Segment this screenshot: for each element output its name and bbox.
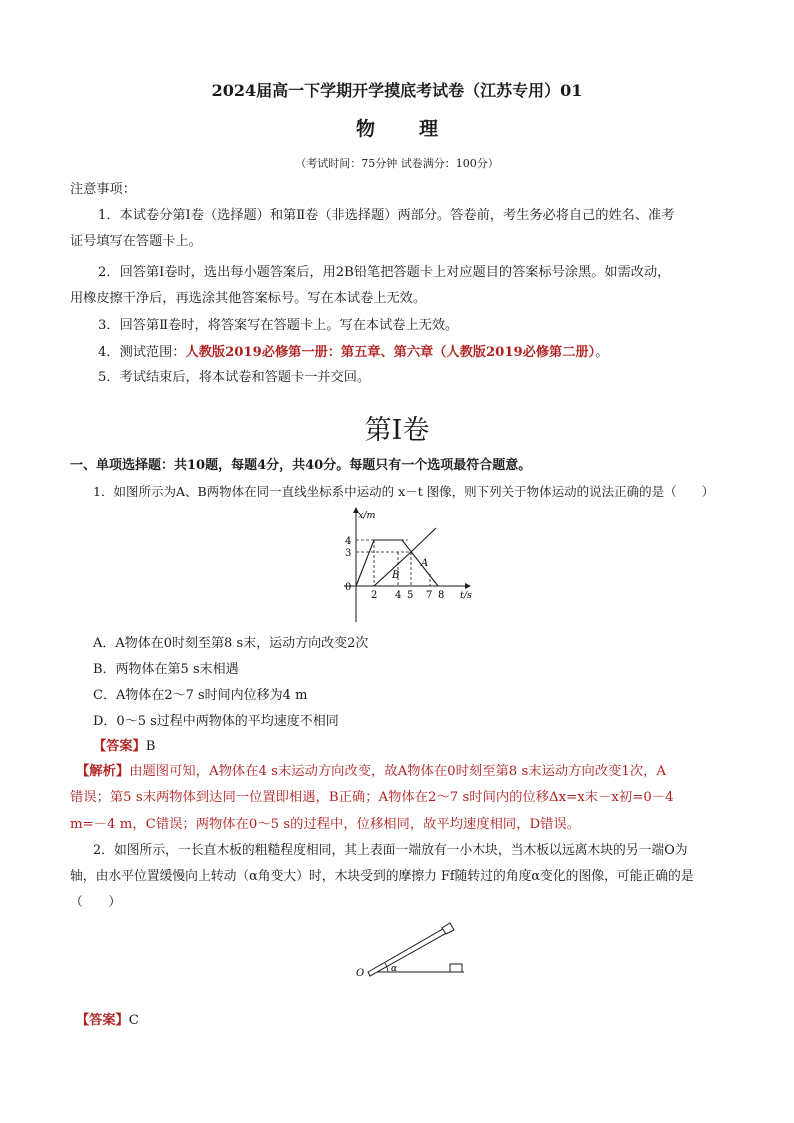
note-3: 3．回答第Ⅱ卷时，将答案写在答题卡上。写在本试卷上无效。	[98, 318, 459, 333]
q1-analysis-line-1	[76, 762, 666, 782]
q2-stem-line-1: 2．如图所示，一长直木板的粗糙程度相同，其上表面一端放有一小木块，当木板以远离木块的另一端O为	[93, 843, 688, 858]
q1-answer-value: B	[145, 739, 156, 754]
note-4-suffix: 。	[595, 345, 609, 360]
board	[368, 926, 450, 976]
notes-heading: 注意事项：	[70, 182, 136, 197]
note-1-line-2: 证号填写在答题卡上。	[70, 234, 202, 249]
q2-board-figure	[352, 918, 472, 984]
series-B-line	[374, 528, 436, 586]
exam-info: （考试时间：75分钟 试卷满分：100分）	[295, 157, 499, 170]
y-axis-label: x/m	[358, 510, 376, 521]
q2-stem-line-3: （ ）	[70, 895, 122, 910]
volume-heading: 第Ⅰ卷	[364, 415, 430, 446]
q1-analysis-line-2: 错误；第5 s末两物体到达同一位置即相遇，B正确；A物体在2～7 s时间内的位移Δx=x末－x初=0－4	[70, 790, 674, 805]
label-B: B	[392, 570, 400, 581]
note-4	[98, 343, 608, 363]
label-alpha: α	[391, 964, 398, 974]
q2-answer-value: C	[128, 1013, 139, 1028]
y-tick-3: 3	[345, 548, 352, 559]
q2-stem-line-2: 轴，由水平位置缓慢向上转动（α角变大）时，木块受到的摩擦力 Ff随转过的角度α变化的图像，可能正确的是	[70, 869, 694, 884]
note-4-range: 人教版2019必修第一册：第五章、第六章（人教版2019必修第二册）	[185, 345, 596, 360]
part-heading: 一、单项选择题：共10题，每题4分，共40分。每题只有一个选项最符合题意。	[70, 458, 532, 473]
q1-analysis-line-3: m=－4 m，C错误；两物体在0～5 s的过程中，位移相同，故平均速度相同，D错误。	[70, 817, 581, 832]
note-1-line-1: 1．本试卷分第Ⅰ卷（选择题）和第Ⅱ卷（非选择题）两部分。答卷前，考生务必将自己的姓名、准考	[98, 208, 675, 223]
q2-answer	[76, 1011, 139, 1031]
q1-option-c: C．A物体在2～7 s时间内位移为4 m	[93, 688, 308, 703]
y-tick-4: 4	[345, 536, 352, 547]
q1-answer-label: 【答案】	[93, 739, 146, 754]
x-tick-4: 4	[395, 590, 402, 601]
x-tick-5: 5	[407, 590, 414, 601]
note-5: 5．考试结束后，将本试卷和答题卡一并交回。	[98, 370, 371, 385]
note-2-line-2: 用橡皮擦干净后，再选涂其他答案标号。写在本试卷上无效。	[70, 291, 427, 306]
q2-answer-label: 【答案】	[76, 1013, 129, 1028]
q1-analysis-label: 【解析】	[76, 764, 130, 779]
note-2-line-1: 2．回答第Ⅰ卷时，选出每小题答案后，用2B铅笔把答题卡上对应题目的答案标号涂黑。如需改动，	[98, 265, 671, 280]
q1-stem: 1．如图所示为A、B两物体在同一直线坐标系中运动的 x－t 图像，则下列关于物体运动的说法正确的是（ ）	[93, 484, 715, 499]
q1-option-b: B．两物体在第5 s末相遇	[93, 662, 239, 677]
paper-title: 2024届高一下学期开学摸底考试卷（江苏专用）01	[211, 81, 583, 100]
y-tick-0: 0	[345, 582, 352, 593]
x-tick-2: 2	[371, 590, 378, 601]
q1-option-d: D．0～5 s过程中两物体的平均速度不相同	[93, 714, 339, 729]
x-tick-8: 8	[438, 590, 445, 601]
q1-analysis-text-1: 由题图可知，A物体在4 s末运动方向改变，故A物体在0时刻至第8 s末运动方向改变1次，A	[129, 764, 667, 779]
q1-xt-graph	[318, 506, 478, 626]
note-4-prefix: 4．测试范围：	[98, 345, 186, 360]
q1-answer	[93, 737, 155, 757]
label-O: O	[356, 968, 365, 979]
q1-option-a: A．A物体在0时刻至第8 s末，运动方向改变2次	[93, 636, 369, 651]
subject-title: 物理	[355, 118, 482, 140]
x-axis-label: t/s	[460, 590, 472, 601]
ground-block	[450, 964, 462, 972]
label-A: A	[421, 558, 429, 569]
x-tick-7: 7	[426, 590, 433, 601]
